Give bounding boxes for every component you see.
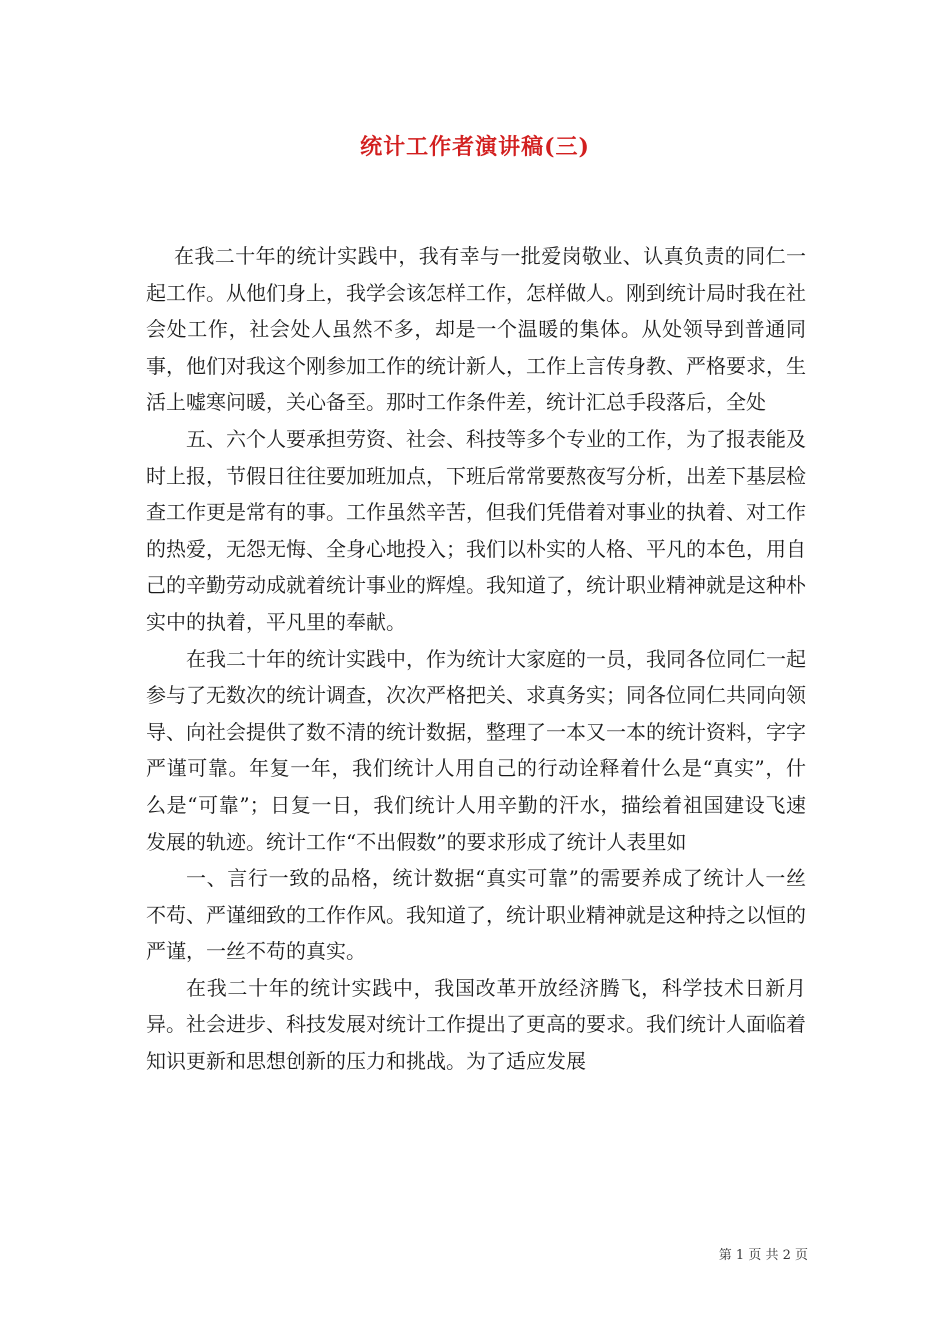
paragraph-5: 在我二十年的统计实践中，我国改革开放经济腾飞，科学技术日新月异。社会进步、科技发展对统计工作提出了更高的要求。我们统计人面临着知识更新和思想创新的压力和挑战。为了适应发展 xyxy=(146,975,806,1074)
document-title: 统计工作者演讲稿(三) xyxy=(360,134,590,160)
paragraph-2: 五、六个人要承担劳资、社会、科技等多个专业的工作，为了报表能及时上报，节假日往往要加班加点，下班后常常要熬夜写分析，出差下基层检查工作更是常有的事。工作虽然辛苦，但我们凭借着对事业的执着、对工作的热爱，无怨无悔、全身心地投入；我们以朴实的人格、平凡的本色，用自己的辛勤劳动成就着统计事业的辉煌。我知道了，统计职业精神就是这种朴实中的执着，平凡里的奉献。 xyxy=(146,426,806,634)
paragraph-1: 在我二十年的统计实践中，我有幸与一批爱岗敬业、认真负责的同仁一起工作。从他们身上，我学会该怎样工作，怎样做人。刚到统计局时我在社会处工作，社会处人虽然不多，却是一个温暖的集体。从处领导到普通同事，他们对我这个刚参加工作的统计新人，工作上言传身教、严格要求，生活上嘘寒问暖，关心备至。那时工作条件差，统计汇总手段落后，全处 xyxy=(146,244,806,415)
paragraph-3: 在我二十年的统计实践中，作为统计大家庭的一员，我同各位同仁一起参与了无数次的统计调查，次次严格把关、求真务实；同各位同仁共同向领导、向社会提供了数不清的统计数据，整理了一本又一本的统计资料，字字严谨可靠。年复一年，我们统计人用自己的行动诠释着什么是“真实”，什么是“可靠”；日复一日，我们统计人用辛勤的汗水，描绘着祖国建设飞速发展的轨迹。统计工作“不出假数”的要求形成了统计人表里如 xyxy=(146,646,806,854)
document-body xyxy=(146,238,806,1080)
paragraph-4: 一、言行一致的品格，统计数据“真实可靠”的需要养成了统计人一丝不苟、严谨细致的工作作风。我知道了，统计职业精神就是这种持之以恒的严谨，一丝不苟的真实。 xyxy=(146,866,806,964)
page-number-footer: 第 1 页 共 2 页 xyxy=(718,1248,808,1263)
